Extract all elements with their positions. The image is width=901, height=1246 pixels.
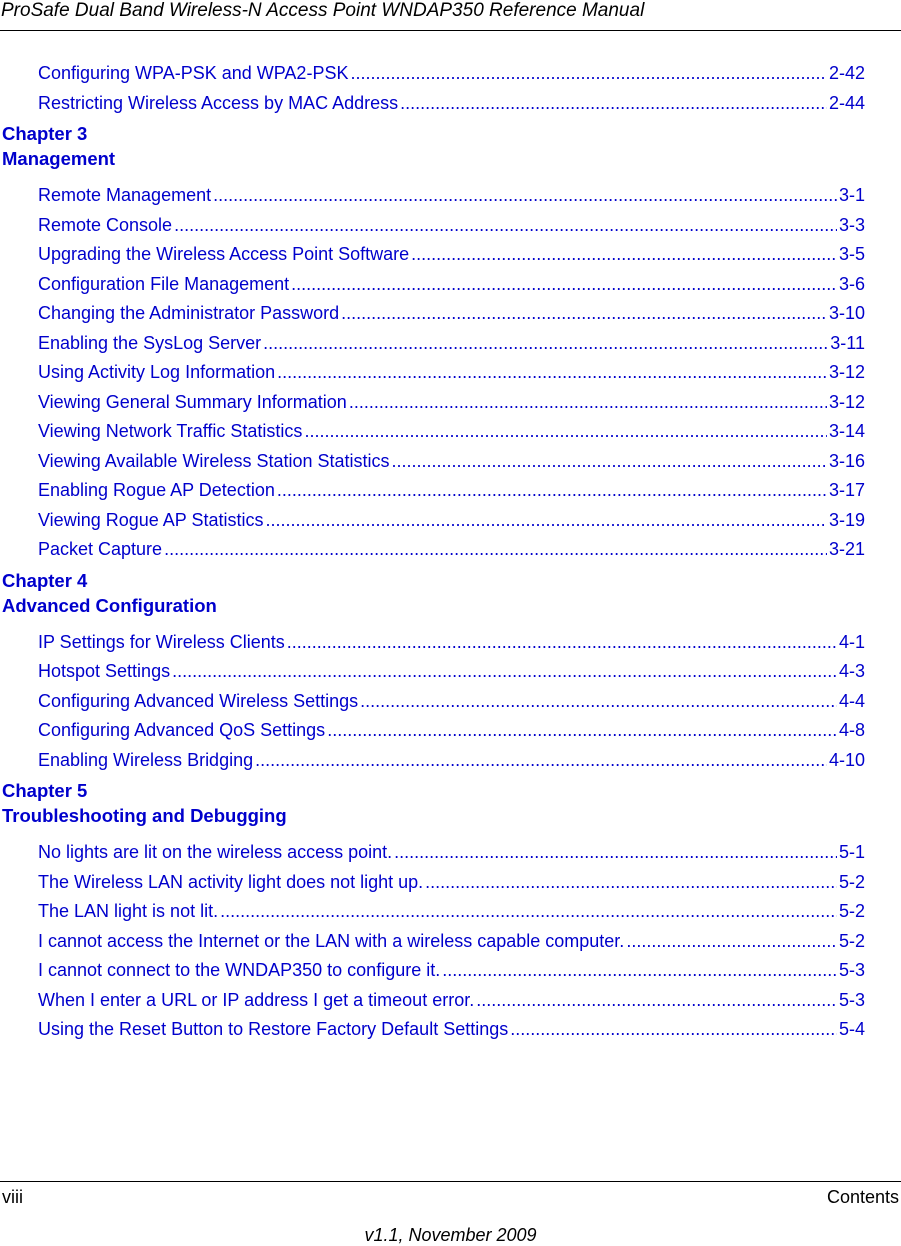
toc-entry-title: Remote Console xyxy=(38,214,173,235)
toc-entry-link[interactable] xyxy=(38,62,865,92)
toc-entry-title: Remote Management xyxy=(38,185,212,205)
dot-leader xyxy=(172,660,837,682)
dot-leader xyxy=(287,631,837,653)
toc-entry-link[interactable] xyxy=(38,1018,865,1048)
dot-leader xyxy=(476,989,837,1011)
toc-entry-title: IP Settings for Wireless Clients xyxy=(38,631,285,652)
toc-entry-link[interactable] xyxy=(38,900,865,930)
footer-divider xyxy=(0,1181,901,1182)
toc-entry-title: Using the Reset Button to Restore Factory Default Settings xyxy=(38,1019,509,1039)
dot-leader xyxy=(291,273,837,295)
toc-entry-title: Viewing Rogue AP Statistics xyxy=(38,509,264,530)
toc-entry-link[interactable] xyxy=(38,302,865,332)
dot-leader xyxy=(265,509,827,531)
toc-lead-section xyxy=(0,62,901,121)
toc-entry-page: 3-14 xyxy=(828,421,865,441)
toc-entry-title: When I enter a URL or IP address I get a timeout error. xyxy=(38,989,475,1010)
toc-entry-title: Upgrading the Wireless Access Point Software xyxy=(38,244,410,264)
toc-entry-link[interactable] xyxy=(38,841,865,871)
toc-chapter-section xyxy=(0,568,901,779)
toc-entry-page: 3-12 xyxy=(828,362,865,382)
toc-entry-title: Viewing General Summary Information xyxy=(38,391,347,412)
toc-entry-page: 3-5 xyxy=(838,244,865,264)
table-of-contents xyxy=(0,62,901,1048)
toc-chapter-section xyxy=(0,121,901,568)
toc-entry-title: Packet Capture xyxy=(38,539,163,559)
toc-entry-link[interactable] xyxy=(38,749,865,779)
toc-chapter-section xyxy=(0,778,901,1048)
toc-entry-link[interactable] xyxy=(38,989,865,1019)
toc-entry-page: 3-21 xyxy=(828,539,865,559)
toc-entry-page: 5-2 xyxy=(838,930,865,951)
toc-entry-link[interactable] xyxy=(38,184,865,214)
manual-title: ProSafe Dual Band Wireless-N Access Point WNDAP350 Reference Manual xyxy=(1,0,645,21)
toc-entry-link[interactable] xyxy=(38,214,865,244)
toc-entry-page: 4-1 xyxy=(838,631,865,652)
toc-entry-page: 2-44 xyxy=(828,92,865,113)
toc-entry-page: 3-11 xyxy=(830,332,865,353)
toc-entry-page: 3-16 xyxy=(828,450,865,471)
footer-page-number: viii xyxy=(2,1187,23,1207)
toc-entry-page: 4-3 xyxy=(838,661,865,681)
toc-entry-title: Configuring Advanced QoS Settings xyxy=(38,720,326,740)
dot-leader xyxy=(263,332,828,354)
footer-version: v1.1, November 2009 xyxy=(364,1225,537,1245)
chapter-title[interactable]: Advanced Configuration xyxy=(2,594,217,616)
toc-entry-page: 3-1 xyxy=(838,185,865,205)
toc-entry-link[interactable] xyxy=(38,479,865,509)
toc-entry-page: 3-17 xyxy=(828,480,865,500)
toc-entry-link[interactable] xyxy=(38,690,865,720)
dot-leader xyxy=(400,92,827,114)
toc-entry-page: 4-8 xyxy=(838,720,865,740)
toc-entry-page: 3-19 xyxy=(828,509,865,530)
toc-entry-link[interactable] xyxy=(38,450,865,480)
chapter-label[interactable]: Chapter 5 xyxy=(2,780,88,801)
toc-entry-title: No lights are lit on the wireless access point. xyxy=(38,842,393,862)
dot-leader xyxy=(350,62,827,84)
toc-entry-link[interactable] xyxy=(38,391,865,421)
dot-leader xyxy=(626,930,837,952)
toc-entry-link[interactable] xyxy=(38,631,865,661)
toc-entry-title: Enabling Rogue AP Detection xyxy=(38,480,275,500)
toc-entry-page: 2-42 xyxy=(828,63,865,83)
toc-entry-page: 4-4 xyxy=(838,690,865,711)
toc-entry-link[interactable] xyxy=(38,538,865,568)
dot-leader xyxy=(277,479,827,501)
toc-entry-title: Changing the Administrator Password xyxy=(38,303,340,323)
toc-entry-page: 4-10 xyxy=(828,749,865,770)
toc-entry-title: Configuring Advanced Wireless Settings xyxy=(38,690,359,711)
toc-entry-link[interactable] xyxy=(38,420,865,450)
dot-leader xyxy=(442,959,837,981)
dot-leader xyxy=(392,450,827,472)
footer-section-name: Contents xyxy=(826,1187,899,1207)
toc-entry-link[interactable] xyxy=(38,273,865,303)
dot-leader xyxy=(394,841,837,863)
toc-entry-title: Configuration File Management xyxy=(38,273,290,294)
toc-entry-link[interactable] xyxy=(38,361,865,391)
dot-leader xyxy=(220,900,837,922)
toc-entry-page: 5-3 xyxy=(838,989,865,1010)
toc-entry-link[interactable] xyxy=(38,243,865,273)
dot-leader xyxy=(510,1018,837,1040)
toc-entry-title: The Wireless LAN activity light does not light up. xyxy=(38,871,424,892)
dot-leader xyxy=(277,361,827,383)
toc-entry-link[interactable] xyxy=(38,332,865,362)
toc-entry-title: Using Activity Log Information xyxy=(38,362,276,382)
toc-entry-title: Enabling Wireless Bridging xyxy=(38,749,254,770)
dot-leader xyxy=(213,184,837,206)
page-header xyxy=(0,0,901,31)
dot-leader xyxy=(164,538,827,560)
chapter-entries xyxy=(0,828,901,1048)
chapter-label[interactable]: Chapter 4 xyxy=(2,569,88,591)
toc-entry-link[interactable] xyxy=(38,959,865,989)
toc-entry-page: 3-12 xyxy=(828,391,865,412)
toc-entry-page: 3-3 xyxy=(838,214,865,235)
toc-entry-title: The LAN light is not lit. xyxy=(38,901,219,921)
toc-entry-page: 5-3 xyxy=(838,960,865,980)
toc-entry-link[interactable] xyxy=(38,871,865,901)
toc-entry-page: 3-6 xyxy=(838,273,865,294)
toc-entry-link[interactable] xyxy=(38,660,865,690)
dot-leader xyxy=(327,719,837,741)
toc-entry-page: 5-2 xyxy=(838,901,865,921)
toc-entry-title: I cannot connect to the WNDAP350 to configure it. xyxy=(38,960,441,980)
toc-entry-page: 3-10 xyxy=(828,303,865,323)
toc-entry-page: 5-1 xyxy=(838,842,865,862)
toc-lead-entries xyxy=(0,62,901,121)
toc-entry-title: Configuring WPA-PSK and WPA2-PSK xyxy=(38,63,349,83)
chapter-label[interactable]: Chapter 3 xyxy=(2,123,88,144)
dot-leader xyxy=(360,690,837,712)
chapter-title[interactable]: Troubleshooting and Debugging xyxy=(2,805,287,826)
toc-entry-title: I cannot access the Internet or the LAN with a wireless capable computer. xyxy=(38,930,625,951)
toc-entry-title: Restricting Wireless Access by MAC Address xyxy=(38,92,399,113)
toc-entry-title: Viewing Available Wireless Station Statistics xyxy=(38,450,390,471)
toc-entry-page: 5-4 xyxy=(838,1019,865,1039)
toc-entry-link[interactable] xyxy=(38,719,865,749)
toc-entry-page: 5-2 xyxy=(838,871,865,892)
toc-entry-title: Viewing Network Traffic Statistics xyxy=(38,421,303,441)
toc-entry-link[interactable] xyxy=(38,92,865,122)
dot-leader xyxy=(174,214,837,236)
toc-entry-link[interactable] xyxy=(38,930,865,960)
toc-entry-title: Enabling the SysLog Server xyxy=(38,332,262,353)
chapter-entries xyxy=(0,618,901,779)
chapter-title[interactable]: Management xyxy=(2,148,116,169)
chapter-entries xyxy=(0,171,901,568)
dot-leader xyxy=(255,749,827,771)
dot-leader xyxy=(349,391,827,413)
dot-leader xyxy=(411,243,837,265)
dot-leader xyxy=(304,420,827,442)
dot-leader xyxy=(341,302,827,324)
toc-entry-link[interactable] xyxy=(38,509,865,539)
dot-leader xyxy=(425,871,837,893)
toc-chapters xyxy=(0,121,901,1048)
toc-entry-title: Hotspot Settings xyxy=(38,661,171,681)
